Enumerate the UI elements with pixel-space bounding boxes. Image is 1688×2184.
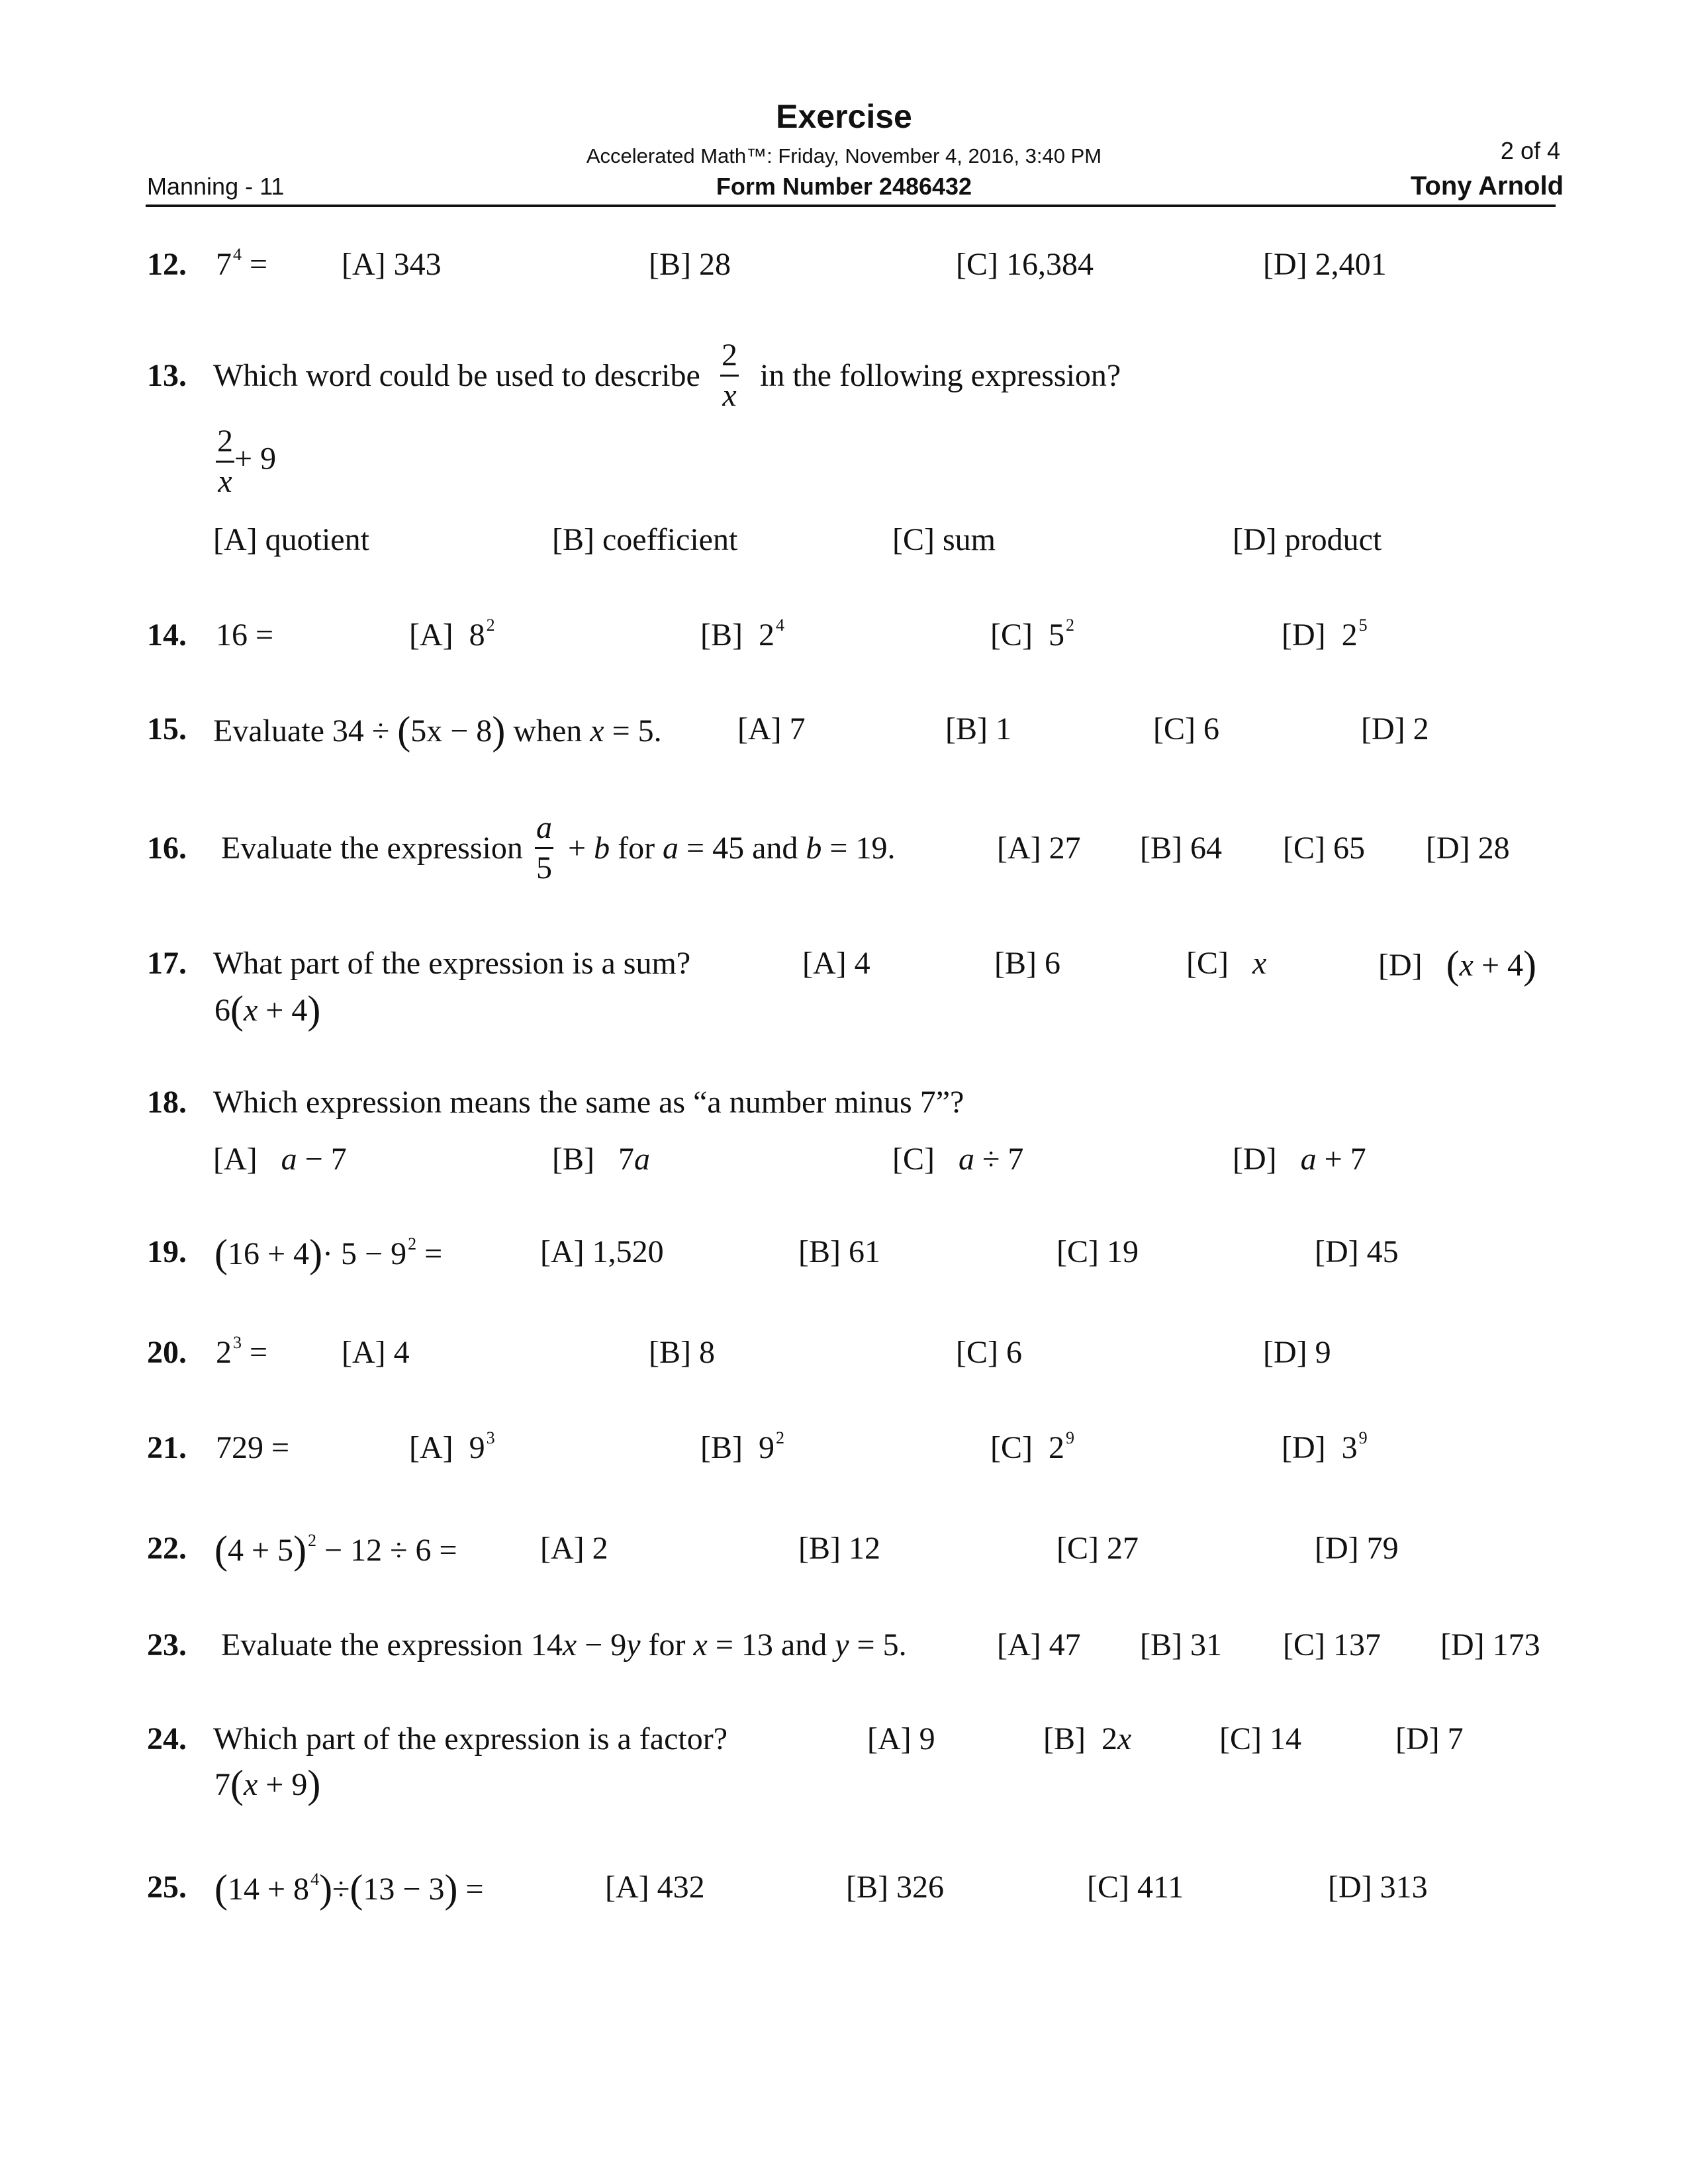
fraction: $\frac{a}{5}$ — [536, 810, 552, 886]
choice-c[interactable]: [C] 16,384 — [956, 247, 1094, 282]
choice-d[interactable]: [D] 2,401 — [1263, 247, 1387, 282]
student-name: Tony Arnold — [1410, 171, 1564, 201]
choice-b[interactable]: [B] 1 — [945, 711, 1011, 747]
choice-d[interactable]: [D] 173 — [1440, 1627, 1540, 1662]
question-prompt: 729 = — [216, 1430, 290, 1465]
choice-a[interactable]: [A] 9 — [867, 1721, 935, 1756]
choice-a[interactable]: [A] 7 — [737, 711, 806, 747]
choice-a[interactable]: [A] 1,520 — [540, 1234, 664, 1269]
expression: 6(x + 4) — [214, 988, 321, 1032]
question-number: 24. — [147, 1721, 187, 1756]
choice-d[interactable]: [D] product — [1233, 522, 1382, 557]
choice-a[interactable]: [A] 27 — [997, 831, 1081, 866]
choice-b[interactable]: [B] $9^2$ — [700, 1428, 784, 1465]
choice-d[interactable]: [D] a + 7 — [1233, 1142, 1366, 1177]
choice-b[interactable]: [B] 12 — [798, 1531, 880, 1566]
choice-d[interactable]: [D] (x + 4) — [1378, 943, 1536, 987]
choice-d[interactable]: [D] 2 — [1361, 711, 1429, 747]
choice-d[interactable]: [D] 7 — [1395, 1721, 1464, 1756]
question-number: 19. — [147, 1234, 187, 1269]
question-prompt: $(16 + 4)\cdot 5 - 9^2$ = — [214, 1232, 443, 1275]
choice-d[interactable]: [D] 28 — [1426, 831, 1510, 866]
choice-b[interactable]: [B] 326 — [846, 1870, 944, 1905]
choice-a[interactable]: [A] 343 — [342, 247, 442, 282]
choice-c[interactable]: [C] a ÷ 7 — [892, 1142, 1024, 1177]
question-number: 15. — [147, 711, 187, 747]
choice-b[interactable]: [B] 2x — [1043, 1721, 1132, 1756]
choice-d[interactable]: [D] 313 — [1328, 1870, 1428, 1905]
question-number: 25. — [147, 1870, 187, 1905]
question-prompt: $7^4$ = — [216, 245, 268, 282]
choice-c[interactable]: [C] $2^9$ — [990, 1428, 1074, 1465]
choice-b[interactable]: [B] coefficient — [552, 522, 738, 557]
choice-d[interactable]: [D] 79 — [1315, 1531, 1399, 1566]
question-prompt-tail: + b for a = 45 and b = 19. — [568, 831, 896, 866]
choice-d[interactable]: [D] 45 — [1315, 1234, 1399, 1269]
question-number: 18. — [147, 1085, 187, 1120]
question-number: 16. — [147, 831, 187, 866]
page-title: Exercise — [776, 98, 912, 135]
question-number: 22. — [147, 1531, 187, 1566]
fraction: $\frac{2}{x}$ — [722, 338, 737, 413]
choice-c[interactable]: [C] $5^2$ — [990, 615, 1074, 653]
choice-a[interactable]: [A] 47 — [997, 1627, 1081, 1662]
choice-c[interactable]: [C] 14 — [1219, 1721, 1301, 1756]
choice-a[interactable]: [A] $8^2$ — [409, 615, 495, 653]
question-prompt: Evaluate the expression 14x − 9y for x = 13 and y = 5. — [221, 1627, 907, 1662]
choice-d[interactable]: [D] $3^9$ — [1282, 1428, 1368, 1465]
question-prompt: Which word could be used to describe — [213, 358, 700, 393]
choice-c[interactable]: [C] 6 — [956, 1335, 1022, 1370]
choice-a[interactable]: [A] 2 — [540, 1531, 608, 1566]
choice-b[interactable]: [B] 7a — [552, 1142, 650, 1177]
choice-c[interactable]: [C] x — [1186, 946, 1267, 981]
class-name: Manning - 11 — [147, 173, 285, 200]
question-prompt: Evaluate the expression — [221, 831, 523, 866]
question-prompt: Which part of the expression is a factor? — [213, 1721, 728, 1756]
question-prompt: $2^3$ = — [216, 1333, 268, 1370]
question-number: 14. — [147, 617, 187, 653]
choice-a[interactable]: [A] 4 — [802, 946, 870, 981]
question-number: 23. — [147, 1627, 187, 1662]
expression: 7(x + 9) — [214, 1762, 321, 1806]
question-prompt: $(4 + 5)^2 - 12 \div 6$ = — [214, 1528, 457, 1572]
choice-c[interactable]: [C] 137 — [1283, 1627, 1381, 1662]
question-prompt: What part of the expression is a sum? — [213, 946, 691, 981]
choice-d[interactable]: [D] $2^5$ — [1282, 615, 1368, 653]
choice-d[interactable]: [D] 9 — [1263, 1335, 1331, 1370]
expression: $\frac{2}{x}$ + 9 — [217, 424, 277, 499]
choice-c[interactable]: [C] 6 — [1153, 711, 1219, 747]
choice-c[interactable]: [C] 19 — [1056, 1234, 1139, 1269]
question-prompt: Which expression means the same as “a number minus 7”? — [213, 1085, 964, 1120]
choice-c[interactable]: [C] 65 — [1283, 831, 1365, 866]
page-indicator: 2 of 4 — [1500, 137, 1560, 164]
form-number: Form Number 2486432 — [716, 173, 972, 200]
choice-b[interactable]: [B] 61 — [798, 1234, 880, 1269]
question-number: 21. — [147, 1430, 187, 1465]
choice-a[interactable]: [A] 432 — [605, 1870, 705, 1905]
subtitle: Accelerated Math™: Friday, November 4, 2016, 3:40 PM — [586, 144, 1102, 167]
choice-a[interactable]: [A] a − 7 — [213, 1142, 347, 1177]
choice-c[interactable]: [C] 411 — [1087, 1870, 1184, 1905]
question-number: 20. — [147, 1335, 187, 1370]
question-prompt: $(14 + 8^4)\div(13 - 3)$ = — [214, 1867, 484, 1911]
choice-b[interactable]: [B] 6 — [994, 946, 1060, 981]
choice-b[interactable]: [B] 8 — [649, 1335, 715, 1370]
question-number: 17. — [147, 946, 187, 981]
choice-a[interactable]: [A] quotient — [213, 522, 369, 557]
choice-c[interactable]: [C] sum — [892, 522, 996, 557]
choice-b[interactable]: [B] 28 — [649, 247, 731, 282]
question-prompt-tail: in the following expression? — [760, 358, 1121, 393]
choice-a[interactable]: [A] $9^3$ — [409, 1428, 495, 1465]
choice-b[interactable]: [B] 31 — [1140, 1627, 1222, 1662]
choice-b[interactable]: [B] $2^4$ — [700, 615, 784, 653]
choice-c[interactable]: [C] 27 — [1056, 1531, 1139, 1566]
choice-a[interactable]: [A] 4 — [342, 1335, 410, 1370]
question-prompt: Evaluate 34 ÷ (5x − 8) when x = 5. — [213, 709, 662, 752]
choice-b[interactable]: [B] 64 — [1140, 831, 1222, 866]
question-number: 13. — [147, 358, 187, 393]
header-divider — [146, 205, 1556, 207]
question-number: 12. — [147, 247, 187, 282]
question-prompt: 16 = — [216, 617, 274, 653]
